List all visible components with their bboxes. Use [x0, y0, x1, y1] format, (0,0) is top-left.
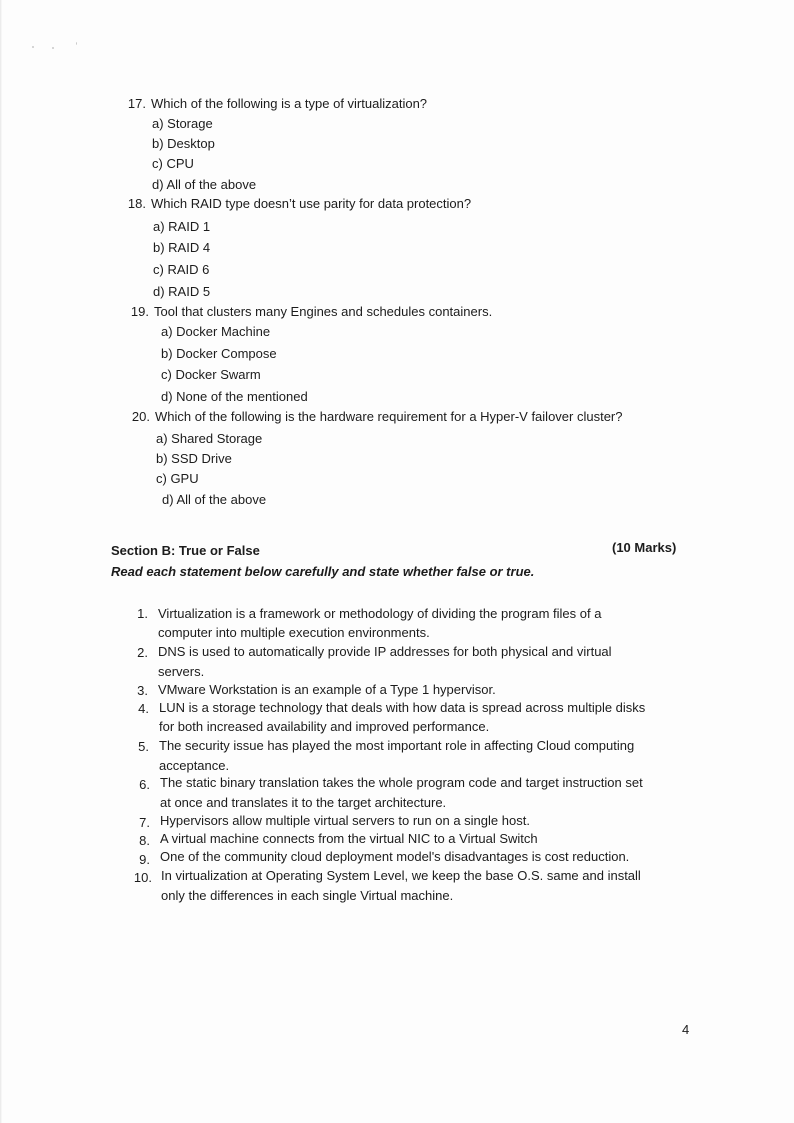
option-b: b) SSD Drive	[156, 451, 232, 466]
scan-speck	[52, 47, 54, 49]
statement-number: 9.	[139, 852, 150, 867]
question-text: Which of the following is the hardware requirement for a Hyper-V failover cluster?	[155, 409, 623, 424]
scan-speck	[76, 42, 77, 45]
option-c: c) RAID 6	[153, 262, 210, 277]
statement-text: In virtualization at Operating System Level, we keep the base O.S. same and install	[161, 868, 641, 883]
question-text: Which of the following is a type of virtualization?	[151, 96, 428, 111]
scan-speck	[32, 46, 34, 48]
statement-text: DNS is used to automatically provide IP addresses for both physical and virtual	[158, 644, 612, 659]
page-number: 4	[682, 1022, 690, 1037]
statement-number: 4.	[138, 701, 149, 716]
statement-text: servers.	[158, 664, 205, 679]
statement-text: One of the community cloud deployment model's disadvantages is cost reduction.	[160, 849, 630, 864]
option-d: d) None of the mentioned	[161, 389, 308, 404]
option-c: c) Docker Swarm	[161, 367, 261, 382]
option-d: d) All of the above	[162, 492, 267, 507]
statement-number: 6.	[139, 777, 150, 792]
statement-text: only the differences in each single Virtual machine.	[161, 888, 454, 903]
statement-text: Virtualization is a framework or methodology of dividing the program files of a	[158, 606, 602, 621]
statement-text: computer into multiple execution environments.	[158, 625, 430, 640]
scan-edge	[0, 0, 2, 1123]
option-a: a) Docker Machine	[161, 324, 271, 339]
statement-text: LUN is a storage technology that deals with how data is spread across multiple disks	[159, 700, 646, 715]
option-a: a) Shared Storage	[156, 431, 263, 446]
section-instruction: Read each statement below carefully and state whether false or true.	[111, 564, 535, 579]
statement-text: VMware Workstation is an example of a Type 1 hypervisor.	[158, 682, 496, 697]
question-number: 18.	[127, 196, 146, 211]
statement-text: for both increased availability and improved performance.	[159, 719, 490, 734]
statement-text: A virtual machine connects from the virtual NIC to a Virtual Switch	[160, 831, 538, 846]
statement-number: 1.	[137, 606, 148, 621]
statement-number: 5.	[138, 739, 149, 754]
option-d: d) RAID 5	[153, 284, 211, 299]
question-text: Which RAID type doesn’t use parity for data protection?	[151, 196, 472, 211]
option-d: d) All of the above	[152, 177, 257, 192]
statement-text: acceptance.	[159, 758, 230, 773]
statement-number: 3.	[137, 683, 148, 698]
statement-text: The security issue has played the most important role in affecting Cloud computing	[159, 738, 635, 753]
option-a: a) Storage	[152, 116, 213, 131]
statement-text: at once and translates it to the target architecture.	[160, 795, 447, 810]
option-b: b) Desktop	[152, 136, 215, 151]
section-title: Section B: True or False	[111, 543, 260, 558]
statement-number: 7.	[139, 815, 150, 830]
question-number: 20.	[131, 409, 150, 424]
section-marks: (10 Marks)	[612, 540, 677, 555]
question-text: Tool that clusters many Engines and schedules containers.	[154, 304, 493, 319]
statement-number: 8.	[139, 833, 150, 848]
option-c: c) CPU	[152, 156, 194, 171]
statement-text: Hypervisors allow multiple virtual servers to run on a single host.	[160, 813, 530, 828]
statement-number: 2.	[137, 645, 148, 660]
option-a: a) RAID 1	[153, 219, 211, 234]
statement-number: 10.	[133, 870, 152, 885]
option-b: b) RAID 4	[153, 240, 211, 255]
question-number: 19.	[130, 304, 149, 319]
question-number: 17.	[127, 96, 146, 111]
option-b: b) Docker Compose	[161, 346, 277, 361]
statement-text: The static binary translation takes the whole program code and target instruction set	[160, 775, 643, 790]
option-c: c) GPU	[156, 471, 199, 486]
